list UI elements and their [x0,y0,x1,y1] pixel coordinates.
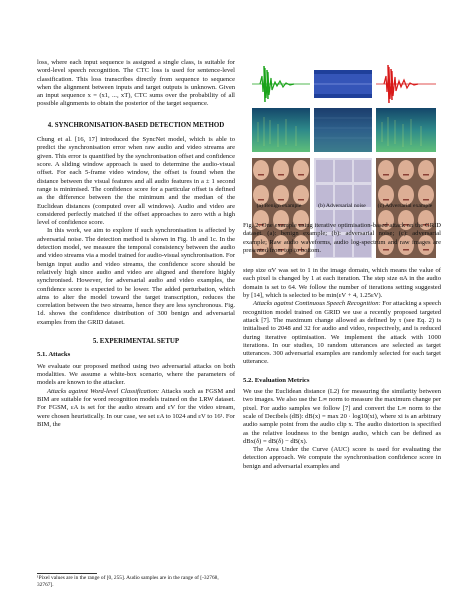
subsection-5-2-title: 5.2. Evaluation Metrics [243,376,310,384]
spectrum-adversarial [376,108,436,152]
caption-benign: (a) Benign example [256,203,302,209]
spectrum-benign [252,108,310,152]
waveform-benign [252,66,310,102]
caption-noise: (b) Adversarial noise [318,203,366,209]
subsection-5-1-title: 5.1. Attacks [37,351,71,359]
waveform-noise [314,70,372,98]
paragraph-attacks: We evaluate our proposed method using two adversarial attacks on both modalities. We assume a white-box scenario, where the parameters of models are known to the attacker. [37,362,235,387]
continuous-attack-heading: Attacks against Continuous Speech Recognition: [253,300,381,308]
paragraph-step-size: step size αV was set to 1 in the image domain, which means the value of each pixel is changed by 1 at each iteration. The step size αA in the audio domain is set to 64. We follow the number of iterations setting suggested by [14], which is selected to be min(εV + 4, 1.25εV). [243,267,441,300]
section-5-title: 5. EXPERIMENTAL SETUP [92,338,180,346]
right-column [243,222,441,471]
paragraph-word-attacks [37,388,235,429]
paragraph-work: In this work, we aim to explore if such synchronisation is affected by adversarial noise. The detection method is shown in Fig. 1b and 1c. In the detection model, we measure the temporal consistency between the audio and video streams via a model trained for audio-visual synchronisation. For benign input audio and video streams, the confidence score should be relatively high since audio and video are aligned and therefore highly synchronised. However, for adversarial audio and video examples, the confidence score is expected to be lower. The added perturbation, which aims to alter the model toward the target transcription, reduces the correlation between the two streams, hence they are less synchronous. Fig. 1d. shows the confidence distribution of 300 benign and adversarial examples from the GRID dataset. [37,227,235,326]
word-attack-text: Attacks such as FGSM and BIM are suitable for word recognition models trained on the LRW dataset. For FGSM, εA is set for the audio stream and εV for the video stream, were chosen heuristically. In our case, we set εA to 1024 and εV to 16¹. For BIM, the [37,387,235,428]
paragraph-metrics: We use the Euclidean distance (L2) for measuring the similarity between two images. We also use the L∞ norm to measure the maximum change per pixel. For audio samples we follow [7] and convert the L∞ norm to the scale of Decibels (dB): dB(x) = max 20 · log10(xi), where xi is an arbitrary audio sample point from the audio clip x. The audio distortion is specified as the relative loudness to the benign audio, which can be defined as dBx(δ) = dB(δ) − dB(x). [243,388,441,445]
paragraph-intro: loss, where each input sequence is assigned a single class, is suitable for word-level speech recognition. The CTC loss is used for sentence-level classification. This loss transcribes directly from sequence to sequence when the alignment between inputs and target outputs is unknown. Given an input sequence x = (x1, ..., xT), CTC sums over the probability of all possible alignments to obtain the posterior of the target sequence. [37,59,235,108]
waveform-adversarial [376,65,436,103]
paragraph-continuous-attacks [243,300,441,366]
word-attack-heading: Attacks against Word-level Classification: [47,387,160,395]
left-column [37,59,235,429]
section-4-title: 4. SYNCHRONISATION-BASED DETECTION METHOD [47,121,225,129]
footnote-rule [37,573,97,574]
footnote: ¹Pixel values are in the range of [0, 255]. Audio samples are in the range of [-32768, 32767]. [37,575,219,588]
paragraph-auc: The Area Under the Curve (AUC) score is used for evaluating the detection approach. We compute the synchronisation confidence score in benign and adversarial examples and [243,446,441,470]
paragraph-syncnet: Chung et al. [16, 17] introduced the SyncNet model, which is able to predict the synchronisation error when raw audio and video streams are given. This error is quantified by the synchronisation offset and confidence score. A sliding window approach is used to determine the audio-visual offset. For each 5-frame video window, the offset is found when the distance between the visual features and all audio features in a ± 1 second range is minimised. The confidence score for a particular offset is defined as the difference between the the minimum and the median of the Euclidean distances (computed over all windows). Audio and video are considered perfectly matched if the offset approaches to zero with a high level of confidence score. [37,136,235,227]
spectrum-noise [314,108,372,152]
continuous-attack-text: For attacking a speech recognition model trained on GRID we use a recently proposed targeted attack [7]. The maximum change allowed as defined by τ (see Eq. 2) is initialised to 2048 and 32 for audio and video, respectively, and is reduced during iterative optimisation. We implement the attack with 1000 iterations. In our studies, 10 random utterances are selected as target utterances. 300 adversarial examples are randomly selected for each target utterance. [243,300,442,366]
caption-adversarial: (c) Adversarial example [377,203,433,209]
figure-2-caption: Fig. 2. One example using iterative optimisation-based attack on the GRID dataset. (a): benign example; (b): adversarial noise; (c): adversarial example; Raw audio waveforms, audio log-spectrum and raw images are presented from top to bottom. [243,222,441,254]
